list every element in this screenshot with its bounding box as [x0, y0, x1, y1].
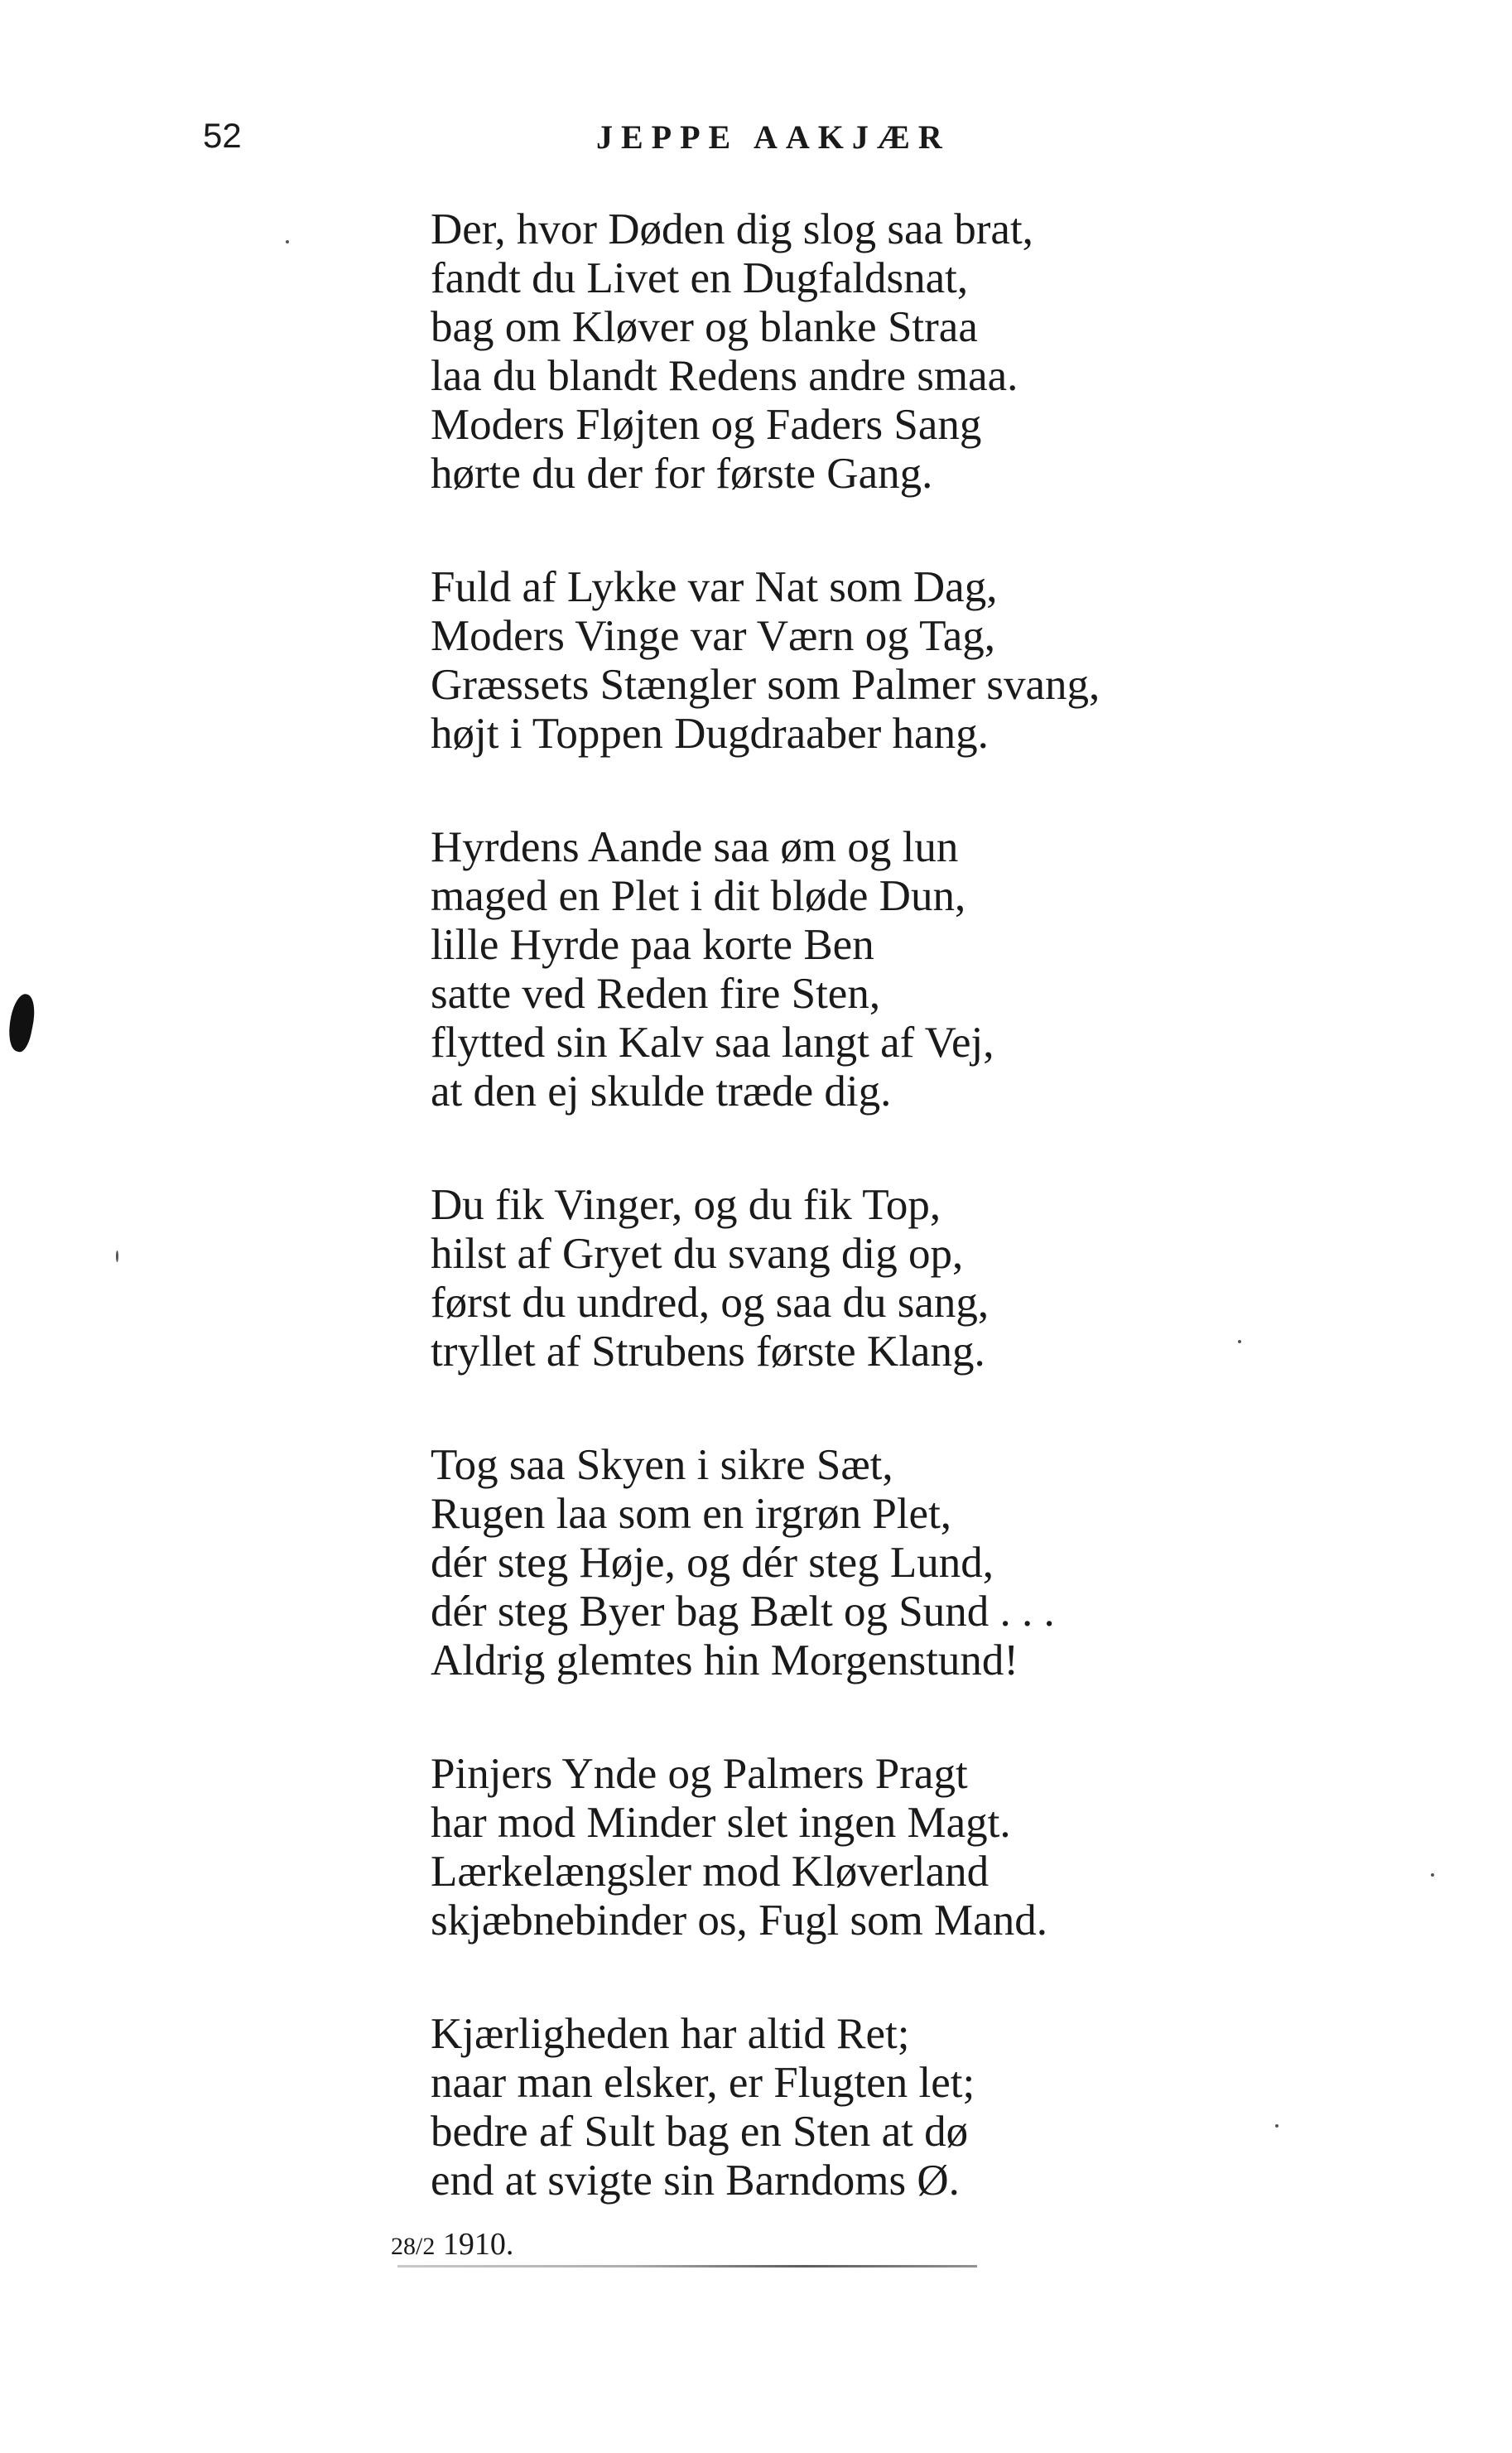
poem-line: Græssets Stængler som Palmer svang, — [431, 661, 1100, 709]
page-number: 52 — [203, 116, 242, 155]
poem-line: Moders Fløjten og Faders Sang — [431, 401, 982, 449]
stanza-7 — [431, 2010, 1466, 2205]
poem-line: Der, hvor Døden dig slog saa brat, — [431, 205, 1033, 253]
stanza-1 — [431, 205, 1466, 499]
poem-line: Tog saa Skyen i sikre Sæt, — [431, 1441, 893, 1489]
poem-line: Hyrdens Aande saa øm og lun — [431, 823, 959, 871]
poem-line: Fuld af Lykke var Nat som Dag, — [431, 563, 998, 611]
poem-line: fandt du Livet en Dugfaldsnat, — [431, 254, 969, 302]
stanza-3 — [431, 823, 1466, 1116]
poem-line: tryllet af Strubens første Klang. — [431, 1328, 985, 1376]
paper-speck — [1238, 1340, 1241, 1343]
stanza-4 — [431, 1181, 1466, 1376]
poem-line: laa du blandt Redens andre smaa. — [431, 352, 1018, 400]
poem-line: hørte du der for første Gang. — [431, 450, 933, 498]
ink-blot-mark — [4, 992, 39, 1053]
poem-line: først du undred, og saa du sang, — [431, 1279, 990, 1327]
poem-line: at den ej skulde træde dig. — [431, 1067, 892, 1116]
poem-line: dér steg Byer bag Bælt og Sund . . . — [431, 1588, 1055, 1636]
date-fraction: 28/2 — [391, 2233, 436, 2260]
poem-line: lille Hyrde paa korte Ben — [431, 921, 874, 969]
poem-line: højt i Toppen Dugdraaber hang. — [431, 710, 989, 758]
poem-date — [391, 2226, 513, 2263]
running-head: JEPPE AAKJÆR — [596, 118, 951, 156]
date-year: 1910. — [442, 2227, 514, 2262]
poem-line: dér steg Høje, og dér steg Lund, — [431, 1539, 994, 1587]
poem-line: Aldrig glemtes hin Morgenstund! — [431, 1636, 1019, 1684]
poem — [431, 205, 1466, 2270]
poem-line: bedre af Sult bag en Sten at dø — [431, 2108, 969, 2156]
poem-line: Rugen laa som en irgrøn Plet, — [431, 1490, 952, 1538]
poem-line: flytted sin Kalv saa langt af Vej, — [431, 1019, 994, 1067]
poem-line: Pinjers Ynde og Palmers Pragt — [431, 1750, 968, 1798]
paper-speck — [1431, 1873, 1434, 1877]
poem-line: bag om Kløver og blanke Straa — [431, 303, 978, 351]
poem-line: Lærkelængsler mod Kløverland — [431, 1848, 990, 1896]
paper-speck — [286, 240, 289, 243]
poem-line: naar man elsker, er Flugten let; — [431, 2059, 975, 2107]
stanza-6 — [431, 1750, 1466, 1945]
poem-line: maged en Plet i dit bløde Dun, — [431, 872, 966, 920]
poem-line: Kjærligheden har altid Ret; — [431, 2010, 910, 2058]
stanza-2 — [431, 563, 1466, 759]
stanza-5 — [431, 1441, 1466, 1685]
poem-line: end at svigte sin Barndoms Ø. — [431, 2157, 960, 2205]
closing-rule — [397, 2265, 977, 2267]
poem-line: har mod Minder slet ingen Magt. — [431, 1799, 1011, 1847]
poem-line: satte ved Reden fire Sten, — [431, 970, 881, 1018]
poem-line: hilst af Gryet du svang dig op, — [431, 1230, 964, 1278]
poem-line: Du fik Vinger, og du fik Top, — [431, 1181, 941, 1229]
paper-speck — [116, 1251, 118, 1262]
poem-line: Moders Vinge var Værn og Tag, — [431, 612, 996, 660]
poem-line: skjæbnebinder os, Fugl som Mand. — [431, 1896, 1047, 1945]
paper-speck — [1275, 2124, 1278, 2128]
